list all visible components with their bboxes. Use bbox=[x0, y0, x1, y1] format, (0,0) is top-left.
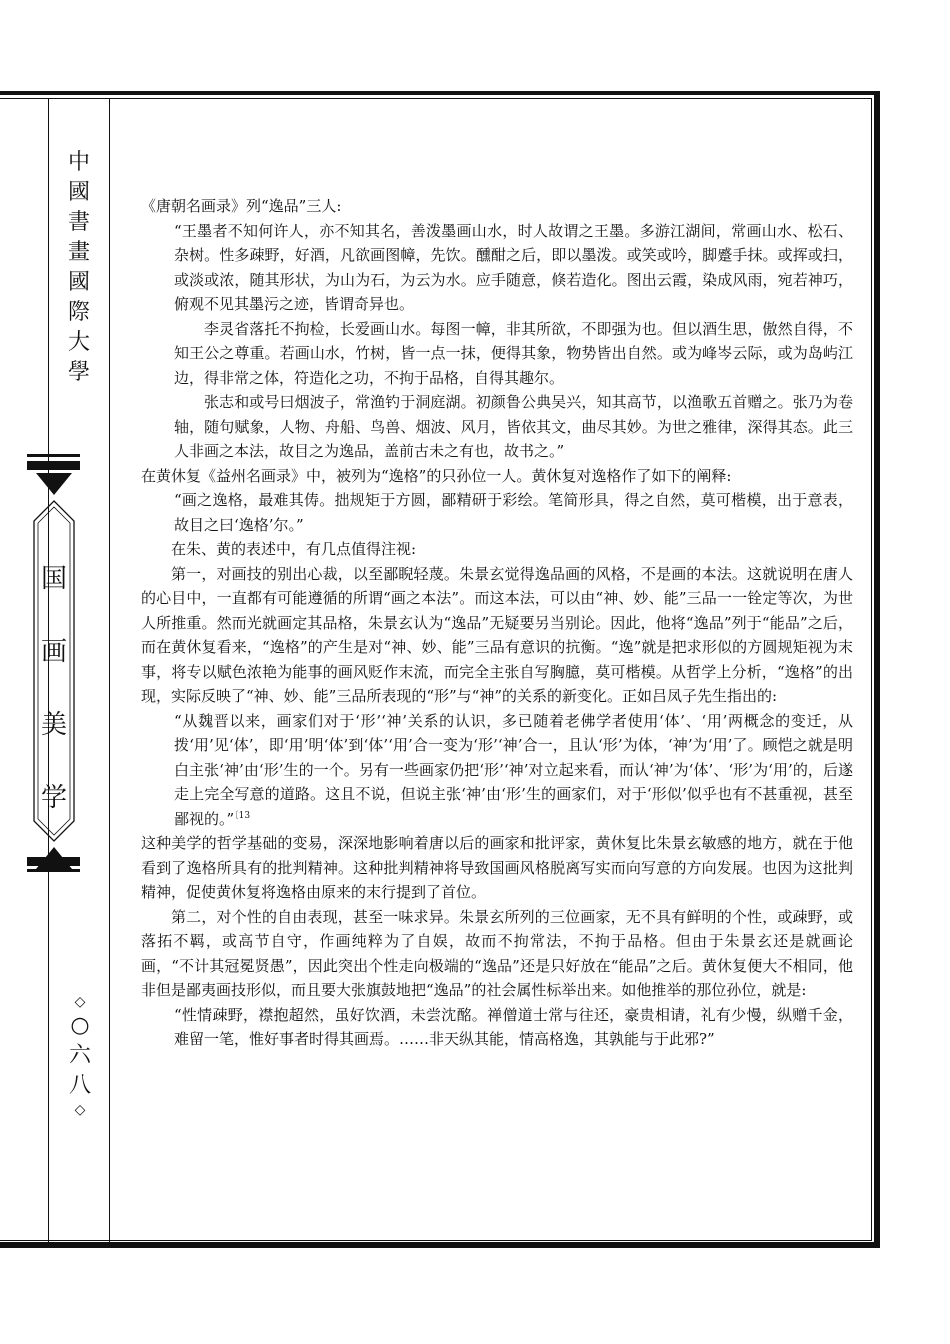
quote-paragraph: “王墨者不知何许人，亦不知其名，善泼墨画山水，时人故谓之王墨。多游江湖间，常画山水、松石、杂树。性多疎野，好酒，凡欲画图幛，先饮。醺酣之后，即以墨泼。或笑或吟，脚蹙手抹。或挥或扫，或淡或浓，随其形状，为山为石，为云为水。应手随意，倏若造化。图出云霞，染成风雨，宛若神巧，俯观不见其墨污之迹，皆谓奇异也。 bbox=[174, 221, 853, 313]
series-title-char: 大 bbox=[67, 330, 90, 355]
series-title-char: 際 bbox=[67, 300, 90, 325]
book-title-char: 画 bbox=[40, 637, 67, 667]
book-title-char: 美 bbox=[40, 710, 67, 740]
body-text bbox=[141, 194, 853, 1052]
page-number-char: 八 bbox=[68, 1073, 91, 1098]
series-title-char: 國 bbox=[67, 270, 90, 295]
paragraph: 《唐朝名画录》列“逸品”三人: bbox=[141, 197, 342, 215]
page-number-char: ○ bbox=[70, 1013, 90, 1038]
page-number bbox=[63, 993, 97, 1119]
quote-paragraph: “画之逸格，最难其俦。拙规矩于方圆，鄙精研于彩绘。笔简形具，得之自然，莫可楷模，出于意表，故目之曰‘逸格’尔。” bbox=[174, 491, 853, 534]
ornament-bar bbox=[27, 869, 80, 872]
ornament-bar bbox=[27, 461, 80, 470]
ornament-bar bbox=[27, 454, 80, 457]
page-number-char: 六 bbox=[68, 1043, 91, 1068]
paragraph: 在朱、黄的表述中，有几点值得注视: bbox=[171, 540, 417, 558]
series-title-char: 中 bbox=[67, 150, 90, 175]
quote-paragraph: 张志和或号曰烟波子，常渔钓于洞庭湖。初颜鲁公典吴兴，知其高节，以渔歌五首赠之。张乃为卷轴，随句赋象，人物、舟船、鸟兽、烟波、风月，皆依其文，曲尽其妙。为世之雅律，深得其态。此三人非画之本法，故目之为逸品，盖前古未之有也，故书之。” bbox=[174, 393, 853, 460]
paragraph: 这种美学的哲学基础的变易，深深地影响着唐以后的画家和批评家，黄休复比朱景玄敏感的地方，就在于他看到了逸格所具有的批判精神。这种批判精神将导致国画风格脱离写实而向写意的方向发展。也因为这批判精神，促使黄休复将逸格由原来的末行提到了首位。 bbox=[141, 834, 853, 901]
series-title-char: 畫 bbox=[67, 240, 90, 265]
series-title-char: 書 bbox=[67, 210, 90, 235]
quote-paragraph: “性情疎野，襟抱超然，虽好饮酒，未尝沈酩。禅僧道士常与往还，豪贵相请，礼有少慢，纵赠千金，难留一笔，惟好事者时得其画焉。……非天纵其能，情高格逸，其孰能与于此邪?” bbox=[174, 1005, 853, 1048]
book-title bbox=[30, 543, 78, 835]
quote-paragraph: 李灵省落托不拘检，长爱画山水。每图一幛，非其所欲，不即强为也。但以酒生思，傲然自得，不知王公之尊重。若画山水，竹树，皆一点一抹，便得其象，物势皆出自然。或为峰岑云际，或为岛屿江边，得非常之体，符造化之功，不拘于品格，自得其趣尔。 bbox=[174, 319, 853, 387]
paragraph: 在黄休复《益州名画录》中，被列为“逸格”的只孙位一人。黄休复对逸格作了如下的阐释: bbox=[141, 466, 732, 485]
quote-paragraph bbox=[141, 709, 853, 832]
book-title-char: 国 bbox=[40, 564, 67, 594]
book-title-char: 学 bbox=[40, 783, 67, 813]
series-title-char: 學 bbox=[67, 360, 90, 385]
paragraph: 第一，对画技的别出心裁，以至鄙睨轻蔑。朱景玄觉得逸品画的风格，不是画的本法。这就说明在唐人的心目中，一直都有可能遵循的所谓“画之本法”。而这本法，可以由“神、妙、能”三品一一铨定等次，为世人所推重。然而光就画定其品格，朱景玄认为“逸品”无疑要另当别论。因此，他将“逸品”列于“能品”之后，而在黄休复看来，“逸格”的产生是对“神、妙、能”三品有意识的抗衡。“逸”就是把求形似的方圆规矩视为末事，将专以赋色浓艳为能事的画风贬作末流，而完全主张自写胸臆，莫可楷模。从哲学上分析，“逸格”的出现，实际反映了“神、妙、能”三品所表现的“形”与“神”的关系的新变化。正如吕凤子先生指出的: bbox=[141, 564, 853, 705]
diamond-icon: ◇ bbox=[74, 1102, 86, 1118]
book-title-cartouche bbox=[30, 493, 78, 836]
footnote-ref: 〔13 bbox=[234, 810, 251, 821]
quote-text: “从魏晋以来，画家们对于‘形’‘神’关系的认识，多已随着老佛学者使用‘体’、‘用’两概念的变迁，从拨‘用’见‘体’，即‘用’明‘体’到‘体’‘用’合一变为‘形’‘神’合一，且认‘形’为体，‘神’为‘用’了。顾恺之就是明白主张‘神’由‘形’生的一个。另有一些画家仍把‘形’‘神’对立起来看，而认‘神’为‘体’、‘形’为‘用’的，后遂走上完全写意的道路。这且不说，但说主张‘神’由‘形’生的画家们，对于‘形似’似乎也有不甚重视，甚至鄙视的。” bbox=[174, 711, 853, 828]
paragraph: 第二，对个性的自由表现，甚至一味求异。朱景玄所列的三位画家，无不具有鲜明的个性，或疎野，或落拓不羁，或高节自守，作画纯粹为了自娱，故而不拘常法，不拘于品格。但由于朱景玄还是就画论画，“不计其冠冕贤愚”，因此突出个性走向极端的“逸品”还是只好放在“能品”之后。黄休复便大不相同，他非但是鄙夷画技形似，而且要大张旗鼓地把“逸品”的社会属性标举出来。如他推举的那位孙位，就是: bbox=[141, 907, 853, 999]
diamond-icon: ◇ bbox=[74, 994, 86, 1010]
sidebar-rule-right bbox=[109, 98, 110, 1242]
series-title bbox=[62, 148, 96, 388]
series-title-char: 國 bbox=[67, 180, 90, 205]
